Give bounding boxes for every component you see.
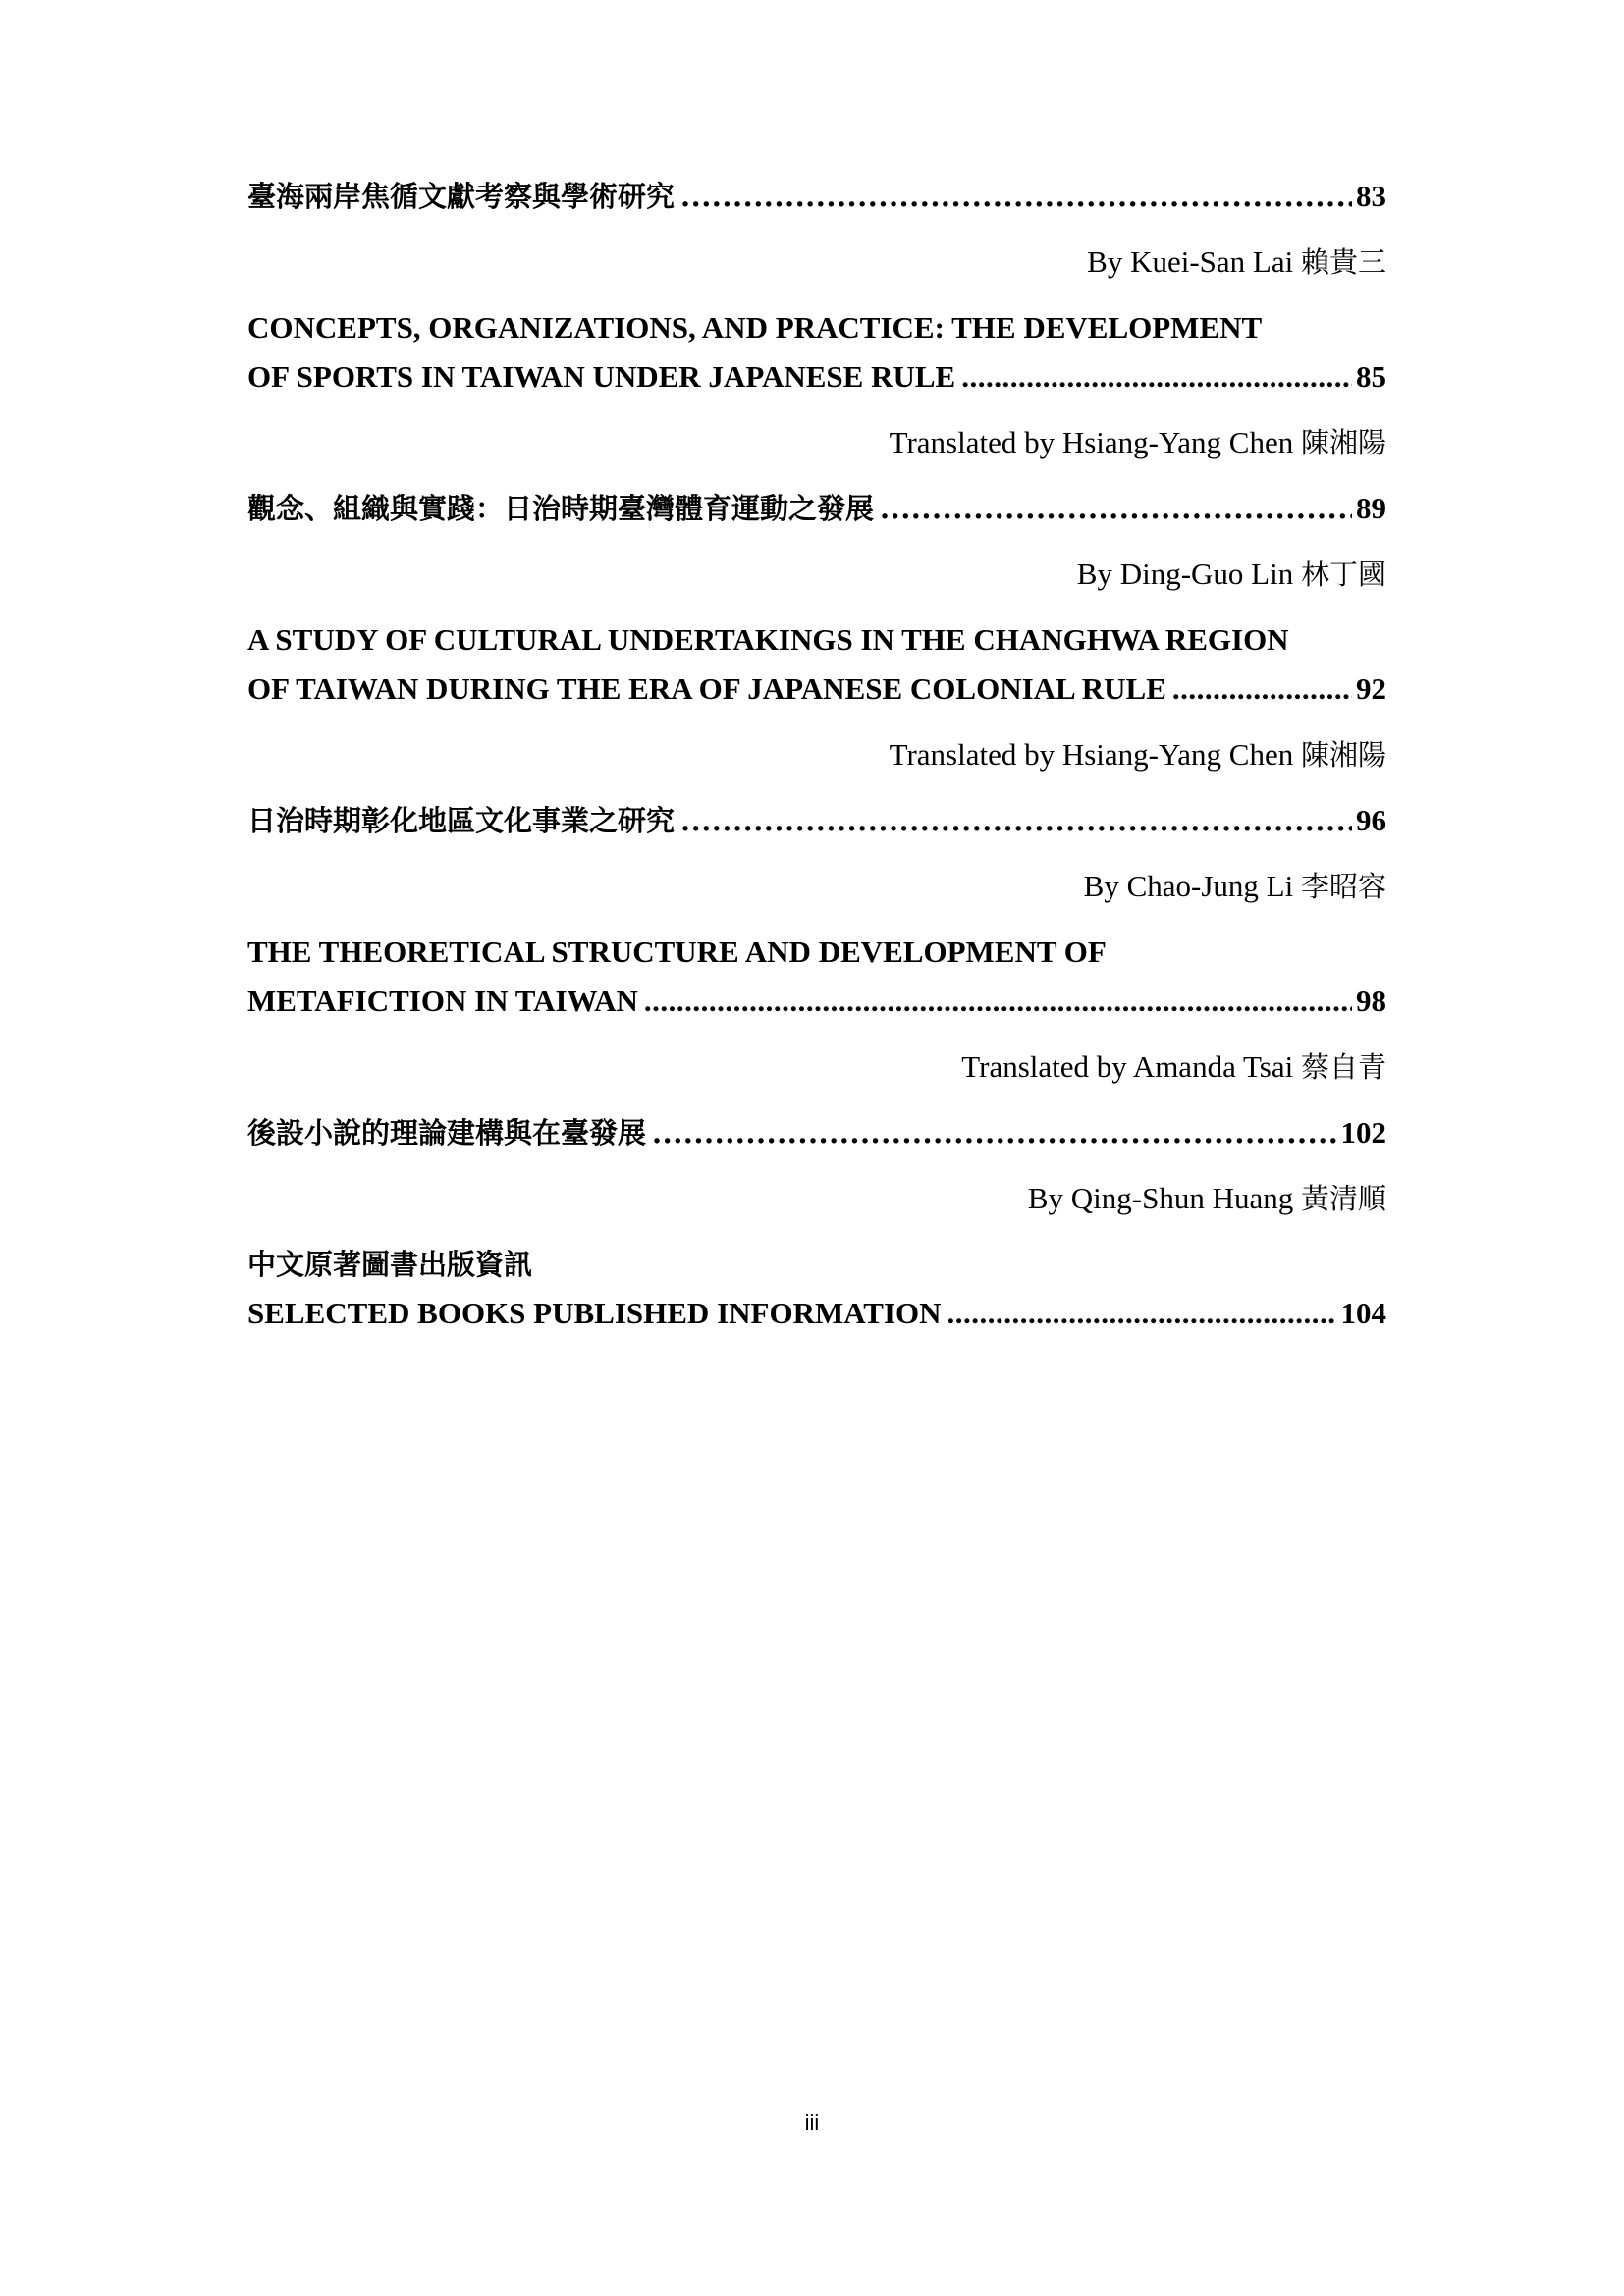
toc-entry-title: CONCEPTS, ORGANIZATIONS, AND PRACTICE: THE DEVELOPMENT (247, 310, 1263, 345)
toc-entry-title: OF SPORTS IN TAIWAN UNDER JAPANESE RULE (247, 359, 956, 394)
toc-page-number: 85 (1356, 359, 1386, 394)
toc-entry (247, 172, 1386, 287)
author-name: By Qing-Shun Huang (1027, 1181, 1294, 1215)
toc-entry-title: METAFICTION IN TAIWAN (247, 984, 638, 1018)
toc-entry-title-line[interactable] (247, 303, 1386, 352)
toc-entry-title-line[interactable] (247, 1289, 1386, 1338)
toc-entry-title: OF TAIWAN DURING THE ERA OF JAPANESE COLONIAL RULE (247, 671, 1166, 706)
toc-entry-author (247, 550, 1386, 599)
dot-leader (880, 484, 1352, 533)
toc-page-number: 104 (1340, 1296, 1386, 1330)
toc-entry-title: 日治時期彰化地區文化事業之研究 (247, 804, 676, 837)
toc-page-number: 83 (1356, 179, 1386, 213)
page-number: iii (804, 2110, 820, 2135)
toc-entry-title-line[interactable] (247, 615, 1386, 665)
author-name-cjk: 陳湘陽 (1300, 426, 1386, 459)
toc-entry-title-line[interactable] (247, 977, 1386, 1026)
dot-leader (652, 1108, 1336, 1157)
toc-entry-title-line[interactable] (247, 1108, 1386, 1157)
toc-entry-author (247, 238, 1386, 287)
toc-entry-title: A STUDY OF CULTURAL UNDERTAKINGS IN THE CHANGHWA REGION (247, 622, 1289, 657)
toc-entry-title: SELECTED BOOKS PUBLISHED INFORMATION (247, 1296, 942, 1330)
toc-entry-title-line[interactable] (247, 796, 1386, 845)
toc-entry (247, 484, 1386, 599)
toc-entry-title-line[interactable] (247, 352, 1386, 401)
author-name: Translated by Hsiang-Yang Chen (889, 737, 1294, 772)
toc-entry-title: 臺海兩岸焦循文獻考察與學術研究 (247, 180, 676, 213)
toc-entry-title: 觀念、組織與實踐：日治時期臺灣體育運動之發展 (247, 492, 875, 525)
toc-entry (247, 303, 1386, 467)
author-name-cjk: 黃清順 (1300, 1182, 1386, 1215)
toc-entry-author (247, 1042, 1386, 1092)
toc-entry-title-line[interactable] (247, 1240, 1386, 1289)
toc-page-number: 98 (1356, 984, 1386, 1018)
toc-entry-title: THE THEORETICAL STRUCTURE AND DEVELOPMENT OF (247, 934, 1107, 969)
toc-entry (247, 615, 1386, 779)
toc-page-number: 102 (1340, 1115, 1386, 1149)
author-name-cjk: 林丁國 (1300, 558, 1386, 591)
toc-entry (247, 1240, 1386, 1338)
author-name-cjk: 陳湘陽 (1300, 738, 1386, 772)
dot-leader (1172, 665, 1352, 714)
toc-page-number: 89 (1356, 491, 1386, 525)
author-name-cjk: 賴貴三 (1300, 245, 1386, 279)
toc-entry-title-line[interactable] (247, 484, 1386, 533)
author-name: Translated by Hsiang-Yang Chen (889, 425, 1294, 459)
author-name: By Kuei-San Lai (1087, 244, 1294, 279)
toc-entry (247, 796, 1386, 911)
toc-entry-author (247, 1174, 1386, 1223)
toc-entry-title-line[interactable] (247, 928, 1386, 977)
dot-leader (961, 352, 1352, 401)
table-of-contents (247, 172, 1386, 1338)
toc-entry-author (247, 418, 1386, 467)
toc-page-number: 92 (1356, 671, 1386, 706)
author-name: By Ding-Guo Lin (1076, 557, 1294, 591)
dot-leader (947, 1289, 1337, 1338)
toc-entry (247, 1108, 1386, 1223)
toc-entry-title: 後設小說的理論建構與在臺發展 (247, 1116, 647, 1149)
toc-page-number: 96 (1356, 803, 1386, 837)
author-name-cjk: 李昭容 (1300, 870, 1386, 903)
author-name: By Chao-Jung Li (1083, 869, 1294, 903)
toc-entry-title-line[interactable] (247, 665, 1386, 714)
author-name: Translated by Amanda Tsai (961, 1049, 1294, 1084)
dot-leader (680, 172, 1352, 221)
toc-entry-title-line[interactable] (247, 172, 1386, 221)
toc-entry-title: 中文原著圖書出版資訊 (247, 1248, 533, 1281)
toc-entry-author (247, 862, 1386, 911)
toc-entry-author (247, 730, 1386, 779)
author-name-cjk: 蔡自青 (1300, 1050, 1386, 1084)
dot-leader (644, 977, 1352, 1026)
dot-leader (680, 796, 1352, 845)
toc-entry (247, 928, 1386, 1092)
